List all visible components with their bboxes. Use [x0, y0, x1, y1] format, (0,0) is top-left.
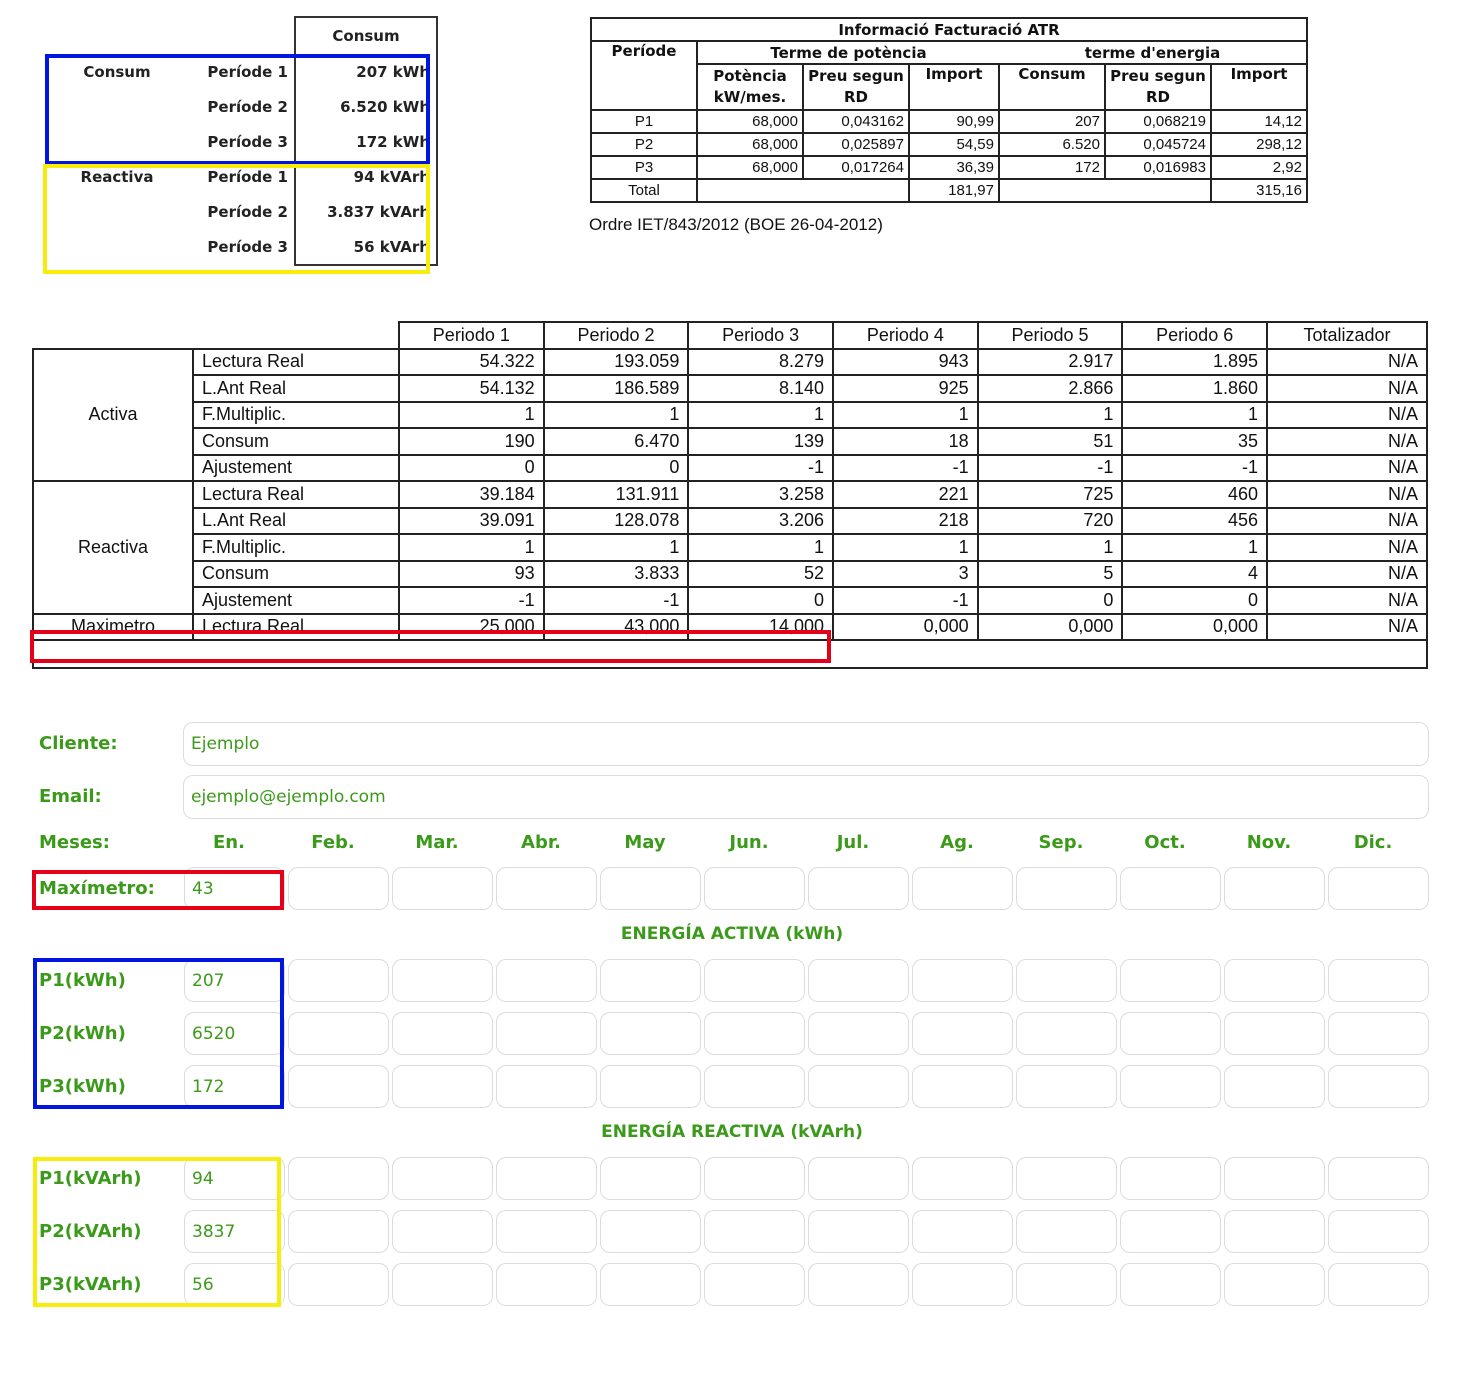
import-header: Import: [909, 64, 999, 110]
reading-cell: 25,000: [399, 614, 544, 641]
email-label: Email:: [39, 786, 102, 807]
column-header: Periodo 5: [978, 322, 1123, 349]
energia-reactiva-title: ENERGÍA REACTIVA (kVArh): [601, 1122, 863, 1142]
month-input[interactable]: [600, 1210, 701, 1253]
reading-cell: 52: [688, 561, 833, 588]
month-input[interactable]: [392, 1157, 493, 1200]
month-input[interactable]: [392, 1263, 493, 1306]
month-input[interactable]: [1016, 1012, 1117, 1055]
month-input[interactable]: [288, 1012, 389, 1055]
reading-cell: 3.258: [688, 481, 833, 508]
consum-header: Consum: [295, 17, 437, 54]
reading-cell: 2.917: [978, 349, 1123, 376]
table-row: [33, 375, 1427, 402]
month-input[interactable]: [1120, 1157, 1221, 1200]
column-header: Periodo 3: [688, 322, 833, 349]
reading-cell: 720: [978, 508, 1123, 535]
month-label: Dic.: [1353, 832, 1393, 853]
reading-cell: 1: [688, 402, 833, 429]
period-label: Període 3: [207, 132, 288, 151]
reading-cell: 725: [978, 481, 1123, 508]
month-input[interactable]: [912, 1012, 1013, 1055]
month-label: Jun.: [729, 832, 769, 853]
month-input[interactable]: [704, 1210, 805, 1253]
month-input[interactable]: [288, 1210, 389, 1253]
reading-cell: N/A: [1267, 375, 1427, 402]
month-input[interactable]: [1328, 1263, 1429, 1306]
reading-cell: 54.322: [399, 349, 544, 376]
month-input[interactable]: [704, 1012, 805, 1055]
month-input[interactable]: [808, 1157, 909, 1200]
meses-label: Meses:: [39, 832, 110, 853]
table-row: [33, 481, 1427, 508]
reading-cell: -1: [544, 587, 689, 614]
preu-header: Preu segun RD: [1105, 64, 1211, 110]
row-label: Lectura Real: [193, 349, 399, 376]
month-input[interactable]: [1328, 867, 1429, 910]
reading-cell: 131.911: [544, 481, 689, 508]
table-row: [33, 508, 1427, 535]
table-row: [33, 587, 1427, 614]
reactiva-value: 94 kVArh: [295, 159, 437, 194]
reading-cell: 221: [833, 481, 978, 508]
row-label: L.Ant Real: [193, 508, 399, 535]
month-input[interactable]: [808, 1263, 909, 1306]
import-header: Import: [1211, 64, 1307, 110]
month-label: Jul.: [836, 832, 870, 853]
period-label: Període 2: [207, 97, 288, 116]
reading-cell: 3: [833, 561, 978, 588]
month-input[interactable]: [1328, 1157, 1429, 1200]
month-input[interactable]: 6520: [184, 1012, 285, 1055]
month-label: En.: [213, 832, 245, 853]
energia-activa-title: ENERGÍA ACTIVA (kWh): [620, 924, 844, 944]
reading-cell: 925: [833, 375, 978, 402]
month-input[interactable]: [392, 1210, 493, 1253]
month-input[interactable]: [496, 959, 597, 1002]
terme-potencia-header: Terme de potència: [697, 41, 999, 64]
row-label: L.Ant Real: [193, 375, 399, 402]
month-input[interactable]: 207: [184, 959, 285, 1002]
reading-cell: 0: [399, 455, 544, 482]
reading-cell: 1: [1122, 534, 1267, 561]
reading-cell: 193.059: [544, 349, 689, 376]
month-input[interactable]: [600, 959, 701, 1002]
month-input[interactable]: [288, 867, 389, 910]
column-header: Periodo 6: [1122, 322, 1267, 349]
month-input[interactable]: [808, 1012, 909, 1055]
terme-energia-header: terme d'energia: [999, 41, 1307, 64]
row-label: Consum: [193, 428, 399, 455]
reading-cell: N/A: [1267, 534, 1427, 561]
reading-cell: 93: [399, 561, 544, 588]
period-label: Període 1: [207, 167, 288, 186]
month-input[interactable]: [600, 867, 701, 910]
reactiva-group-label: Reactiva: [80, 167, 154, 186]
row-label: F.Multiplic.: [193, 402, 399, 429]
period-label: Període 2: [207, 202, 288, 221]
table-row: [33, 402, 1427, 429]
month-input[interactable]: [1016, 1210, 1117, 1253]
table-row: P2 68,000 0,025897 54,59 6.520 0,045724 298,12: [591, 133, 1307, 156]
month-input[interactable]: [1016, 1065, 1117, 1108]
month-input[interactable]: 3837: [184, 1210, 285, 1253]
month-input[interactable]: [912, 959, 1013, 1002]
reading-cell: 1: [544, 534, 689, 561]
reading-cell: 0: [688, 587, 833, 614]
month-label: Mar.: [415, 832, 459, 853]
month-label: Ag.: [940, 832, 974, 853]
reading-cell: 190: [399, 428, 544, 455]
month-label: May: [624, 832, 666, 853]
reading-cell: 218: [833, 508, 978, 535]
reading-cell: 51: [978, 428, 1123, 455]
month-input[interactable]: [392, 1065, 493, 1108]
month-input[interactable]: [288, 1263, 389, 1306]
reading-cell: 1.860: [1122, 375, 1267, 402]
reactiva-value: 3.837 kVArh: [295, 194, 437, 229]
consum-summary-table: [44, 16, 438, 266]
month-input[interactable]: 94: [184, 1157, 285, 1200]
month-input[interactable]: [1120, 1263, 1221, 1306]
table-row: P1 68,000 0,043162 90,99 207 0,068219 14,12: [591, 110, 1307, 133]
reading-cell: -1: [1122, 455, 1267, 482]
reading-cell: 1: [833, 402, 978, 429]
reading-cell: 14,000: [688, 614, 833, 641]
reading-cell: -1: [688, 455, 833, 482]
row-label: Consum: [193, 561, 399, 588]
month-input[interactable]: [288, 1065, 389, 1108]
reading-cell: 0,000: [978, 614, 1123, 641]
reactiva-group-label: Reactiva: [33, 481, 193, 614]
preu-header: Preu segun RD: [803, 64, 909, 110]
cliente-label: Cliente:: [39, 733, 118, 754]
month-input[interactable]: [912, 1210, 1013, 1253]
reading-cell: 1: [399, 402, 544, 429]
consum-header: Consum: [999, 64, 1105, 110]
reading-cell: 1: [399, 534, 544, 561]
month-input[interactable]: [496, 1012, 597, 1055]
reading-cell: 39.091: [399, 508, 544, 535]
reading-cell: -1: [978, 455, 1123, 482]
month-input[interactable]: [808, 1065, 909, 1108]
month-input[interactable]: [392, 867, 493, 910]
month-input[interactable]: [704, 1157, 805, 1200]
reactiva-row-label: P1(kVArh): [39, 1168, 142, 1189]
month-input[interactable]: [1328, 959, 1429, 1002]
reading-cell: -1: [833, 587, 978, 614]
email-input[interactable]: ejemplo@ejemplo.com: [183, 775, 1429, 819]
reading-cell: 5: [978, 561, 1123, 588]
reading-cell: 3.833: [544, 561, 689, 588]
reading-cell: 3.206: [688, 508, 833, 535]
table-row: [33, 455, 1427, 482]
reading-cell: 18: [833, 428, 978, 455]
regulation-note: Ordre IET/843/2012 (BOE 26-04-2012): [589, 215, 883, 234]
month-input[interactable]: [1120, 1012, 1221, 1055]
reading-cell: N/A: [1267, 587, 1427, 614]
reading-cell: 54.132: [399, 375, 544, 402]
month-input[interactable]: [600, 1157, 701, 1200]
maximetro-label: Maxímetro:: [39, 878, 155, 899]
month-input[interactable]: [392, 1012, 493, 1055]
row-label: F.Multiplic.: [193, 534, 399, 561]
periode-header: Període: [591, 41, 697, 110]
reading-cell: N/A: [1267, 508, 1427, 535]
month-input[interactable]: [1224, 1157, 1325, 1200]
consum-value: 207 kWh: [295, 54, 437, 89]
reading-cell: 1: [1122, 402, 1267, 429]
row-label: Lectura Real: [193, 614, 399, 641]
total-row: Total 181,97 315,16: [591, 179, 1307, 202]
reading-cell: 128.078: [544, 508, 689, 535]
month-input[interactable]: [912, 1065, 1013, 1108]
month-input[interactable]: 172: [184, 1065, 285, 1108]
row-label: Ajustement: [193, 587, 399, 614]
reading-cell: 43,000: [544, 614, 689, 641]
month-input[interactable]: [1120, 867, 1221, 910]
reading-cell: 2.866: [978, 375, 1123, 402]
table-row: [33, 428, 1427, 455]
table-row: [33, 561, 1427, 588]
column-header: Periodo 4: [833, 322, 978, 349]
reading-cell: 456: [1122, 508, 1267, 535]
maximetro-row: [33, 614, 1427, 641]
reading-cell: N/A: [1267, 481, 1427, 508]
month-input[interactable]: [1016, 1263, 1117, 1306]
reading-cell: -1: [833, 455, 978, 482]
reading-cell: 0,000: [833, 614, 978, 641]
activa-row-label: P1(kWh): [39, 970, 126, 991]
table-row: [33, 349, 1427, 376]
reading-cell: 0,000: [1122, 614, 1267, 641]
total-potencia: 181,97: [909, 179, 999, 202]
atr-billing-table: [590, 17, 1308, 203]
month-input[interactable]: [1224, 959, 1325, 1002]
month-input[interactable]: 56: [184, 1263, 285, 1306]
period-label: Període 3: [207, 238, 288, 256]
month-input[interactable]: [496, 1065, 597, 1108]
column-header: Periodo 1: [399, 322, 544, 349]
month-input[interactable]: [1328, 1210, 1429, 1253]
month-input[interactable]: 43: [184, 867, 285, 910]
column-header: Totalizador: [1267, 322, 1427, 349]
reading-cell: 460: [1122, 481, 1267, 508]
month-input[interactable]: [808, 959, 909, 1002]
cliente-input[interactable]: Ejemplo: [183, 722, 1429, 766]
month-input[interactable]: [704, 959, 805, 1002]
reading-cell: N/A: [1267, 614, 1427, 641]
month-input[interactable]: [600, 1012, 701, 1055]
reading-cell: 0: [544, 455, 689, 482]
month-input[interactable]: [704, 1065, 805, 1108]
column-header: Periodo 2: [544, 322, 689, 349]
reading-cell: N/A: [1267, 402, 1427, 429]
month-input[interactable]: [1016, 1157, 1117, 1200]
reading-cell: 186.589: [544, 375, 689, 402]
month-input[interactable]: [808, 867, 909, 910]
meter-readings-table: [32, 321, 1428, 669]
reading-cell: N/A: [1267, 455, 1427, 482]
month-input[interactable]: [288, 959, 389, 1002]
reading-cell: 1: [688, 534, 833, 561]
total-energia: 315,16: [1211, 179, 1307, 202]
reading-cell: 39.184: [399, 481, 544, 508]
row-label: Ajustement: [193, 455, 399, 482]
month-label: Sep.: [1038, 832, 1084, 853]
reading-cell: 1: [833, 534, 978, 561]
reading-cell: 1: [978, 534, 1123, 561]
reading-cell: -1: [399, 587, 544, 614]
table-row: P3 68,000 0,017264 36,39 172 0,016983 2,92: [591, 156, 1307, 179]
month-input[interactable]: [912, 1157, 1013, 1200]
reading-cell: 8.279: [688, 349, 833, 376]
month-input[interactable]: [496, 1157, 597, 1200]
reading-cell: 0: [1122, 587, 1267, 614]
reading-cell: 8.140: [688, 375, 833, 402]
row-label: Lectura Real: [193, 481, 399, 508]
month-input[interactable]: [1120, 959, 1221, 1002]
atr-title: Informació Facturació ATR: [591, 18, 1307, 41]
reading-cell: N/A: [1267, 428, 1427, 455]
month-input[interactable]: [704, 867, 805, 910]
reading-cell: 943: [833, 349, 978, 376]
month-input[interactable]: [1224, 867, 1325, 910]
month-input[interactable]: [1016, 867, 1117, 910]
reading-cell: 1.895: [1122, 349, 1267, 376]
table-row: [33, 534, 1427, 561]
activa-group-label: Activa: [33, 349, 193, 482]
month-input[interactable]: [1120, 1210, 1221, 1253]
month-input[interactable]: [704, 1263, 805, 1306]
month-input[interactable]: [1328, 1012, 1429, 1055]
month-label: Oct.: [1144, 832, 1186, 853]
reading-cell: 4: [1122, 561, 1267, 588]
month-input[interactable]: [1224, 1012, 1325, 1055]
reactiva-row-label: P3(kVArh): [39, 1274, 142, 1295]
month-input[interactable]: [392, 959, 493, 1002]
reading-cell: 139: [688, 428, 833, 455]
month-input[interactable]: [600, 1263, 701, 1306]
month-input[interactable]: [1120, 1065, 1221, 1108]
month-input[interactable]: [496, 1263, 597, 1306]
reading-cell: 35: [1122, 428, 1267, 455]
month-input[interactable]: [912, 1263, 1013, 1306]
potencia-header: Potència kW/mes.: [697, 64, 803, 110]
maximetro-group-label: Maximetro: [33, 614, 193, 641]
activa-row-label: P2(kWh): [39, 1023, 126, 1044]
reading-cell: 0: [978, 587, 1123, 614]
month-input[interactable]: [600, 1065, 701, 1108]
consum-value: 172 kWh: [295, 124, 437, 159]
month-input[interactable]: [288, 1157, 389, 1200]
reading-cell: N/A: [1267, 349, 1427, 376]
consum-group-label: Consum: [83, 62, 151, 81]
month-input[interactable]: [1224, 1210, 1325, 1253]
month-label: Nov.: [1246, 832, 1292, 853]
month-label: Abr.: [521, 832, 561, 853]
reactiva-value: 56 kVArh: [295, 229, 437, 265]
month-input[interactable]: [496, 1210, 597, 1253]
reading-cell: 1: [544, 402, 689, 429]
month-input[interactable]: [1016, 959, 1117, 1002]
month-input[interactable]: [912, 867, 1013, 910]
reading-cell: N/A: [1267, 561, 1427, 588]
month-input[interactable]: [1224, 1065, 1325, 1108]
period-label: Període 1: [207, 62, 288, 81]
month-input[interactable]: [808, 1210, 909, 1253]
month-input[interactable]: [1224, 1263, 1325, 1306]
month-input[interactable]: [496, 867, 597, 910]
reactiva-row-label: P2(kVArh): [39, 1221, 142, 1242]
month-input[interactable]: [1328, 1065, 1429, 1108]
reading-cell: 6.470: [544, 428, 689, 455]
reading-cell: 1: [978, 402, 1123, 429]
month-label: Feb.: [311, 832, 355, 853]
activa-row-label: P3(kWh): [39, 1076, 126, 1097]
consum-value: 6.520 kWh: [295, 89, 437, 124]
